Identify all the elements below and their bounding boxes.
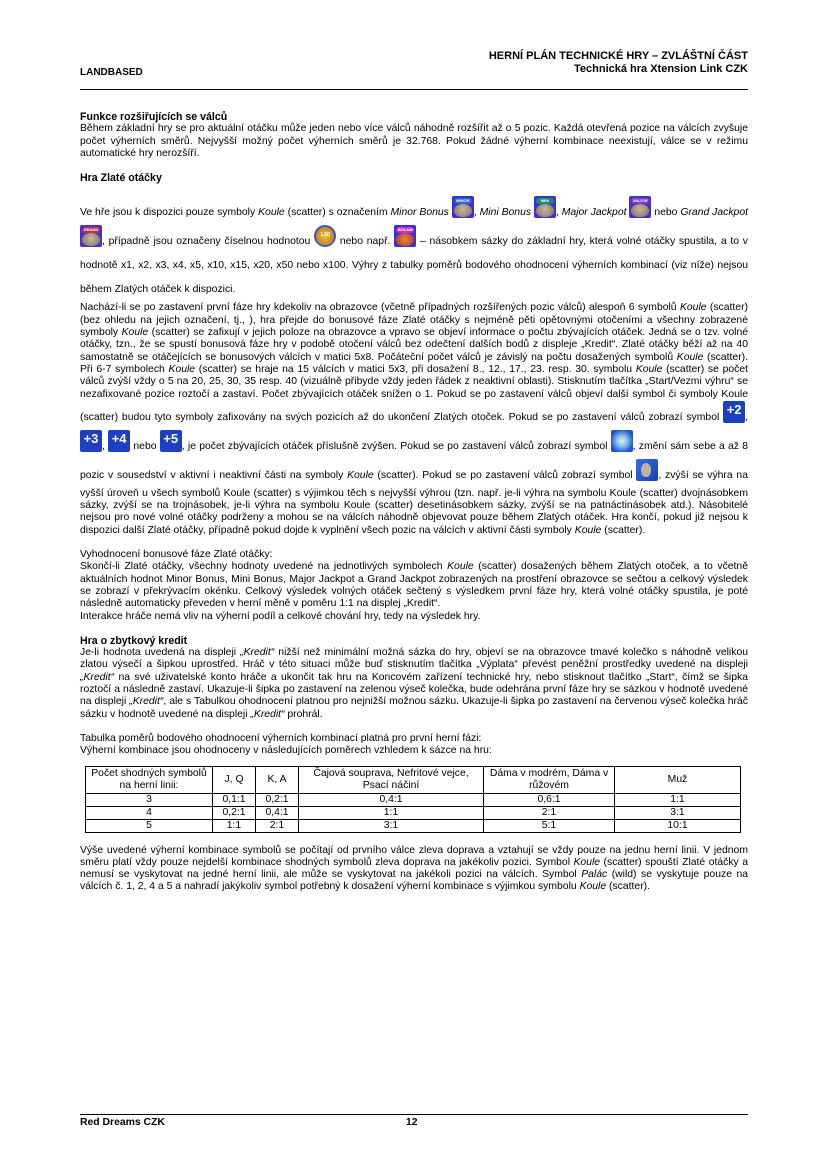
section-heading-golden-spins: Hra Zlaté otáčky xyxy=(80,172,162,185)
section-heading-expanding: Funkce rozšiřujících se válců xyxy=(80,111,228,123)
value-ball-icon: 1.50 xyxy=(314,225,336,247)
spins-plus-3-icon: +3 xyxy=(80,430,102,452)
paytable-header: Počet shodných symbolů na herní linii: xyxy=(86,766,213,793)
page-header xyxy=(80,50,748,90)
table-cell: 0,2:1 xyxy=(256,793,299,806)
paytable-intro-1: Tabulka poměrů bodového ohodnocení výherních kombinací platná pro první herní fázi: xyxy=(80,732,482,744)
table-row xyxy=(86,819,741,832)
spins-plus-4-icon: +4 xyxy=(108,430,130,452)
footer-left: Red Dreams CZK xyxy=(80,1117,165,1128)
paragraph-expanding: Během základní hry se pro aktuální otáčku může jeden nebo více válců náhodně rozšířit až o 5 pozic. Každá otevřená pozice na válcích zvyšuje počet výherních směrů. Nejvyšší možný počet výherních směrů je 32.768. Pokud žádné výherní kombinace neexistují, válce se v režimu automatické hry nerozšíří. xyxy=(80,123,748,159)
table-cell: 10:1 xyxy=(615,819,741,832)
paragraph-evaluation: Skončí-li Zlaté otáčky, všechny hodnoty uvedené na jednotlivých symbolech Koule (scatter) dosažených během Zlatých otoček, a to včetně aktuálních hodnot Minor Bonus, Mini Bonus, Major Jackpot a Grand Jackpot zobrazených na prostření obrazovce se sečtou a celkový výsledek se zobrazí v překrývacím okénku. Celkový výsledek volných otáček sečtený s výsledkem první fáze hry, která volné otáčky spustila, je poté následně automaticky převeden v herní měně v poměru 1:1 na displej „Kredit“. xyxy=(80,561,748,610)
major-jackpot-icon: MAJOR xyxy=(629,196,651,218)
table-cell: 4 xyxy=(86,806,213,819)
table-row xyxy=(86,793,741,806)
spins-plus-2-icon: +2 xyxy=(723,401,745,423)
paragraph-interaction-note: Interakce hráče nemá vliv na výherní podíl a celkové chování hry, tedy na výsledek hry. xyxy=(80,610,481,622)
paytable xyxy=(85,766,741,833)
paytable-header: Muž xyxy=(615,766,741,793)
paragraph-closing: Výše uvedené výherní kombinace symbolů se počítají od prvního válce zleva doprava a vztahují se vždy pouze na jednu herní linii. V jednom směru platí vždy pouze nejdelší kombinace shodných symbolů zleva doprava na jakékoliv pozici. Symbol Koule (scatter) spouští Zlaté otáčky a nemusí se vyskytovat na jedné herní linii, ale může se vyskytovat na jakékoli pozici na válcích. Symbol Palác (wild) se vyskytuje pouze na válcích č. 1, 2, 4 a 5 a nahradí jakýkoliv symbol potřebný k dosažení výherní kombinace s výjimkou symbolu Koule (scatter). xyxy=(80,844,749,893)
multiplier-ball-icon: BOLAM xyxy=(394,225,416,247)
table-cell: 2:1 xyxy=(484,806,615,819)
table-cell: 0,1:1 xyxy=(213,793,256,806)
paytable-header: Dáma v modrém, Dáma v růžovém xyxy=(484,766,615,793)
table-cell: 0,4:1 xyxy=(256,806,299,819)
table-cell: 0,6:1 xyxy=(484,793,615,806)
table-cell: 1:1 xyxy=(615,793,741,806)
header-divider xyxy=(80,89,748,90)
page-number: 12 xyxy=(406,1117,418,1128)
table-cell: 5:1 xyxy=(484,819,615,832)
table-cell: 3 xyxy=(86,793,213,806)
paytable-intro-2: Výherní kombinace jsou ohodnoceny v následujících poměrech vzhledem k sázce na hru: xyxy=(80,745,492,757)
table-row xyxy=(86,806,741,819)
paytable-header: J, Q xyxy=(213,766,256,793)
explode-sun-icon xyxy=(611,430,633,452)
table-cell: 1:1 xyxy=(299,806,484,819)
table-cell: 0,4:1 xyxy=(299,793,484,806)
section-heading-remaining-credit: Hra o zbytkový kredit xyxy=(80,634,188,647)
paytable-header-row xyxy=(86,766,741,793)
header-left: LANDBASED xyxy=(80,67,143,78)
footer-divider xyxy=(80,1114,748,1115)
table-cell: 0,2:1 xyxy=(213,806,256,819)
page-content xyxy=(80,111,748,894)
paragraph-golden-rules: Nachází-li se po zastavení první fáze hry kdekoliv na obrazovce (včetně případných rozšířených pozic válců) alespoň 6 symbolů Koule (scatter) (bez ohledu na jejich označení, tj., ), hra přejde do bonusové fáze Zlaté otáčky s nejméně pěti opětovnými otočeními a všechny zobrazené symboly Koule (scatter) se zafixují v jejich poloze na obrazovce a vpravo se objeví informace o počtu zbývajících otáček. Jedná se o tzv. volné otáčky, tzn., že se spustí bonusová fáze hry v podobě otočení válců bez odečtení dalších bodů z displeje „Kredit“. Zlaté otáčky běží až na 40 samostatně se otáčejících se bonusových válcích v matici 5x8. Počáteční počet válců je závislý na počtu dosažených symbolů Koule (scatter). Při 6-7 symbolech Koule (scatter) se hraje na 15 válcích v matici 5x3, při dosažení 8., 12., 17., 23. resp. 30. symbolu Koule (scatter) se počet válců zvýší vždy o 5 na 20, 25, 30, 35 resp. 40 (vizuálně přibyde vždy jeden řádek z neaktivní oblasti). Stisknutím tlačítka „Start/Vezmi výhru“ se nezafixované pozice roztočí a zastaví. Počet zbývajících otáček snížen o 1. Pokud se po zastavení válců objeví další symbol či symboly Koule (scatter) budou tyto symboly zafixovány na svých pozicích až do ukončení Zlatých otoček. Pokud se po zastavení válců zobrazí symbol +2, +3, +4 nebo +5, je počet zbývajících otáček příslušně zvýšen. Pokud se po zastavení válců zobrazí symbol , změní sám sebe a až 8 pozic v sousedství v aktivní i neaktivní části na symboly Koule (scatter). Pokud se po zastavení válců zobrazí symbol , zvýší se výhra na vyšší úroveň u všech symbolů Koule (scatter) s výjimkou těch s nejvyšší výhrou (tzn. např. je-li výhra na symbolu Koule (scatter) dvojnásobkem sázky, zvýší se na trojnásobek, je-li výhra na symbolu Koule (scatter) desetinásobkem sázky, zvýší se na patnáctinásobek atd.). Násobitelé nejsou pro nové volné otáčky podrženy a mohou se na válcích náhodně objevovat pouze během Zlatých otáček. Hra končí, pokud již nejsou k dispozici další Zlaté otáčky, případně pokud dojde k vyplnění všech pozic na válcích v aktivní části symboly Koule (scatter). xyxy=(80,302,749,536)
paragraph-remaining-credit: Je-li hodnota uvedená na displeji „Kredit“ nižší než minimální možná sázka do hry, objeví se na obrazovce tmavé kolečko s náhodně velikou zlatou výsečí a šipkou uprostřed. Hráč v této situaci může buď stisknutím tlačítka „Výplata“ převést peněžní prostředky uvedené na displeji „Kredit“ na své uživatelské konto hráče a ukončit tak hru na Koncovém zařízení technické hry, nebo stisknout tlačítko „Start“, čímž se šipka roztočí a následně zastaví. Ukazuje-li šipka po zastavení na zelenou výseč kolečka, bude odehrána první fáze hry se sázkou v hodnotě uvedené na displeji „Kredit“, ale s Tabulkou ohodnocení platnou pro nejnižší možnou sázku. Ukazuje-li šipka po zastavení na červenou výseč kolečka hráč sázku v hodnotě uvedené na displeji „Kredit“ prohrál. xyxy=(80,647,748,720)
paytable-header: Čajová souprava, Nefritové vejce, Psací náčiní xyxy=(299,766,484,793)
table-cell: 3:1 xyxy=(299,819,484,832)
table-cell: 2:1 xyxy=(256,819,299,832)
header-subtitle: Technická hra Xtension Link CZK xyxy=(574,63,748,75)
spins-plus-5-icon: +5 xyxy=(160,430,182,452)
paragraph-golden-symbols: Ve hře jsou k dispozici pouze symboly Koule (scatter) s označením Minor Bonus MINOR , Mini Bonus MINI , Major Jackpot MAJOR nebo Grand Jackpot GRAND , případně jsou označeny číselnou hodnotou 1.50 nebo např. BOLAM – násobkem sázky do základní hry, která volné otáčky spustila, a to v hodnotě x1, x2, x3, x4, x5, x10, x15, x20, x50 nebo x100. Výhry z tabulky poměrů bodového ohodnocení výherních kombinací (viz níže) nejsou během Zlatých otáček k dispozici. xyxy=(80,198,748,296)
paytable-header: K, A xyxy=(256,766,299,793)
table-cell: 5 xyxy=(86,819,213,832)
grand-jackpot-icon: GRAND xyxy=(80,225,102,247)
mini-bonus-icon: MINI xyxy=(534,196,556,218)
header-right xyxy=(489,50,748,76)
evaluation-heading: Vyhodnocení bonusové fáze Zlaté otáčky: xyxy=(80,549,273,561)
header-title: HERNÍ PLÁN TECHNICKÉ HRY – ZVLÁŠTNÍ ČÁST xyxy=(488,50,748,62)
upgrade-arrow-icon xyxy=(636,459,658,481)
minor-bonus-icon: MINOR xyxy=(452,196,474,218)
table-cell: 3:1 xyxy=(615,806,741,819)
table-cell: 1:1 xyxy=(213,819,256,832)
